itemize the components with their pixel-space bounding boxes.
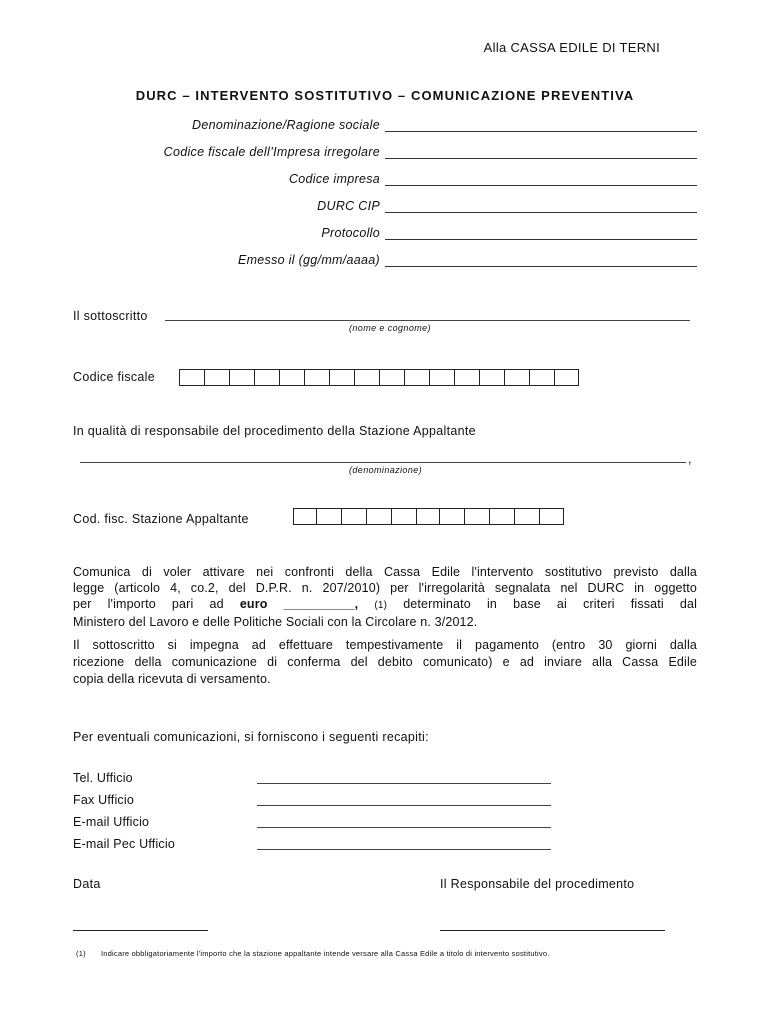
- field-label: Codice impresa: [288, 172, 380, 186]
- protocollo-input[interactable]: [385, 239, 697, 240]
- date-label: Data: [73, 877, 101, 891]
- paragraph-line: Ministero del Lavoro e delle Politiche Sociali con la Circolare n. 3/2012.: [73, 615, 478, 629]
- field-label: Denominazione/Ragione sociale: [192, 118, 380, 132]
- paragraph-line: copia della ricevuta di versamento.: [73, 672, 271, 686]
- field-protocollo: [0, 226, 770, 244]
- stazione-denominazione-input[interactable]: [80, 462, 686, 463]
- role-text: In qualità di responsabile del procedimento della Stazione Appaltante: [73, 424, 476, 438]
- field-durc-cip: [0, 199, 770, 217]
- paragraph-line: Il sottoscritto si impegna ad effettuare tempestivamente il pagamento (entro 30 giorni dalla: [73, 638, 697, 652]
- signer-name-caption: (nome e cognome): [349, 323, 431, 333]
- contacts-intro: Per eventuali comunicazioni, si forniscono i seguenti recapiti:: [73, 730, 429, 744]
- denominazione-input[interactable]: [385, 131, 697, 132]
- recipient: Alla CASSA EDILE DI TERNI: [483, 40, 660, 55]
- paragraph-line: legge (articolo 4, co.2, del D.P.R. n. 207/2010) per l'irregolarità segnalata nel DURC in oggetto: [73, 581, 697, 595]
- codice-impresa-input[interactable]: [385, 185, 697, 186]
- responsabile-signature-input[interactable]: [440, 930, 665, 931]
- signer-name-input[interactable]: [165, 320, 690, 321]
- contact-label-email: E-mail Ufficio: [73, 815, 150, 829]
- field-label: DURC CIP: [317, 199, 380, 213]
- fax-ufficio-input[interactable]: [257, 805, 551, 806]
- durc-cip-input[interactable]: [385, 212, 697, 213]
- field-label: Emesso il (gg/mm/aaaa): [237, 253, 380, 267]
- field-denominazione: [0, 118, 770, 136]
- stazione-cf-label: Cod. fisc. Stazione Appaltante: [73, 512, 249, 526]
- footnote-ref: (1): [374, 600, 388, 611]
- field-label: Codice fiscale dell’Impresa irregolare: [163, 145, 380, 159]
- footnote-number: (1): [76, 949, 86, 958]
- signer-label: Il sottoscritto: [73, 309, 148, 323]
- form-title: DURC – INTERVENTO SOSTITUTIVO – COMUNICAZIONE PREVENTIVA: [135, 88, 635, 103]
- responsabile-label: Il Responsabile del procedimento: [440, 877, 635, 891]
- emesso-il-input[interactable]: [385, 266, 697, 267]
- contact-label-pec: E-mail Pec Ufficio: [73, 837, 176, 851]
- paragraph-comunica: [73, 564, 697, 630]
- paragraph-line: Comunica di voler attivare nei confronti della Cassa Edile l'intervento sostitutivo previsto dalla: [73, 565, 697, 579]
- contact-label-tel: Tel. Ufficio: [73, 771, 133, 785]
- stazione-denominazione-caption: (denominazione): [349, 465, 423, 475]
- email-ufficio-input[interactable]: [257, 827, 551, 828]
- tel-ufficio-input[interactable]: [257, 783, 551, 784]
- contact-label-fax: Fax Ufficio: [73, 793, 135, 807]
- paragraph-line-importo: per l'importo pari ad euro __________, (1) determinato in base ai criteri fissati dal: [73, 597, 698, 611]
- pec-ufficio-input[interactable]: [257, 849, 551, 850]
- field-codice-impresa: [0, 172, 770, 190]
- footnote-text: Indicare obbligatoriamente l'importo che la stazione appaltante intende versare alla Cassa Edile a titolo di intervento sostitutivo.: [101, 949, 550, 958]
- signer-cf-label: Codice fiscale: [73, 370, 156, 384]
- signer-cf-boxes[interactable]: [179, 369, 579, 386]
- date-input[interactable]: [73, 930, 208, 931]
- importo-euro[interactable]: euro __________,: [239, 597, 359, 611]
- field-label: Protocollo: [321, 226, 380, 240]
- field-emesso-il: [0, 253, 770, 271]
- paragraph-impegno: [73, 637, 697, 688]
- codice-fiscale-impresa-input[interactable]: [385, 158, 697, 159]
- stazione-cf-boxes[interactable]: [293, 508, 564, 525]
- role-comma: ,: [688, 452, 692, 466]
- paragraph-line: ricezione della comunicazione di conferma del debito comunicato) e ad inviare alla Cassa Edile: [73, 655, 697, 669]
- field-codice-fiscale-impresa: [0, 145, 770, 163]
